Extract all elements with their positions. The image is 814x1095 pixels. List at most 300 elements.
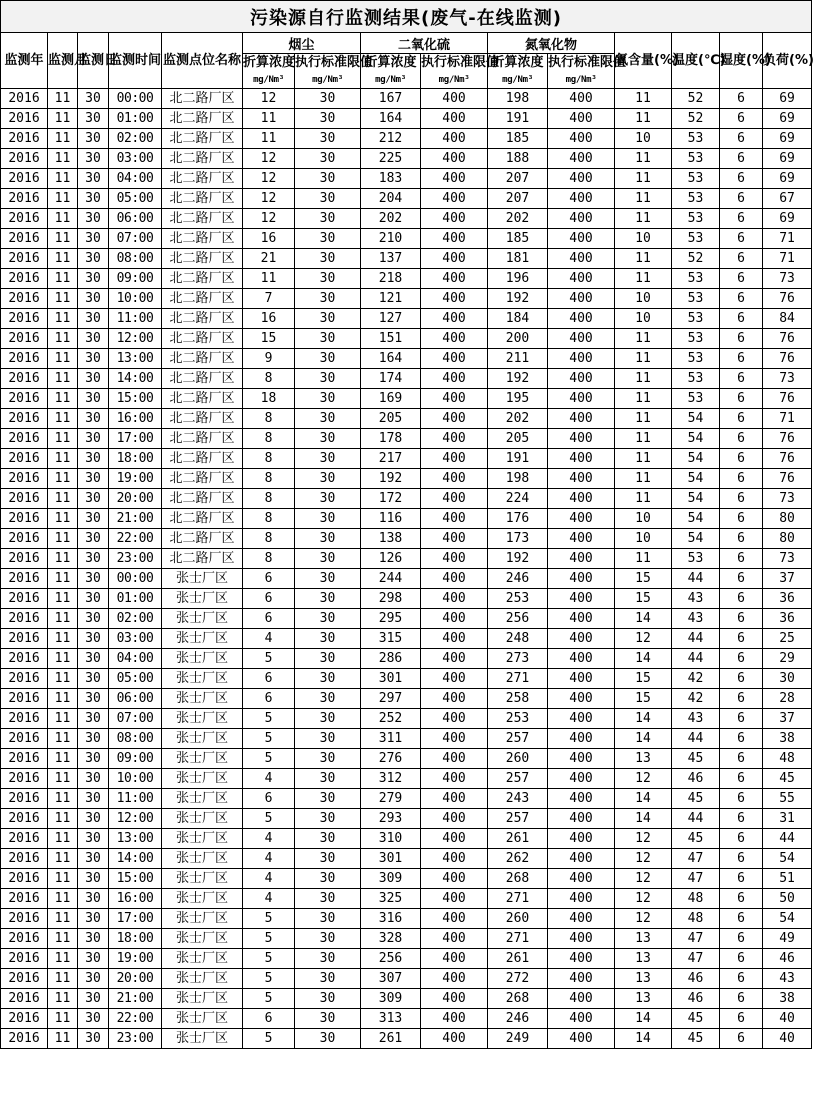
cell-nox-limit: 400: [548, 949, 615, 969]
cell-time: 19:00: [109, 949, 162, 969]
cell-point: 张士厂区: [162, 1009, 243, 1029]
table-body: [1, 89, 812, 1049]
cell-nox-conv: 202: [488, 209, 548, 229]
cell-month: 11: [48, 629, 78, 649]
cell-so2-limit: 400: [421, 269, 488, 289]
cell-smoke-conv: 6: [243, 689, 295, 709]
table-row: [1, 89, 812, 109]
cell-nox-conv: 272: [488, 969, 548, 989]
cell-so2-limit: 400: [421, 409, 488, 429]
cell-month: 11: [48, 869, 78, 889]
cell-day: 30: [78, 189, 109, 209]
cell-nox-limit: 400: [548, 649, 615, 669]
cell-humidity: 6: [720, 429, 763, 449]
cell-day: 30: [78, 949, 109, 969]
cell-load: 46: [763, 949, 812, 969]
cell-smoke-limit: 30: [295, 509, 361, 529]
cell-month: 11: [48, 169, 78, 189]
cell-nox-limit: 400: [548, 589, 615, 609]
cell-temp: 53: [672, 309, 720, 329]
cell-load: 36: [763, 589, 812, 609]
cell-nox-conv: 257: [488, 729, 548, 749]
table-row: [1, 129, 812, 149]
cell-year: 2016: [1, 989, 48, 1009]
cell-point: 张士厂区: [162, 989, 243, 1009]
cell-smoke-conv: 6: [243, 789, 295, 809]
cell-load: 25: [763, 629, 812, 649]
cell-nox-limit: 400: [548, 369, 615, 389]
cell-year: 2016: [1, 509, 48, 529]
cell-so2-conv: 328: [361, 929, 421, 949]
cell-nox-limit: 400: [548, 689, 615, 709]
table-row: [1, 369, 812, 389]
cell-so2-limit: 400: [421, 589, 488, 609]
cell-time: 07:00: [109, 709, 162, 729]
cell-oxygen: 12: [615, 889, 672, 909]
cell-smoke-conv: 11: [243, 269, 295, 289]
cell-temp: 53: [672, 209, 720, 229]
cell-point: 北二路厂区: [162, 489, 243, 509]
cell-nox-conv: 185: [488, 129, 548, 149]
header-nox-limit: [548, 54, 627, 89]
cell-so2-conv: 301: [361, 669, 421, 689]
cell-day: 30: [78, 289, 109, 309]
cell-so2-conv: 202: [361, 209, 421, 229]
cell-nox-conv: 196: [488, 269, 548, 289]
cell-humidity: 6: [720, 669, 763, 689]
cell-smoke-limit: 30: [295, 309, 361, 329]
cell-year: 2016: [1, 489, 48, 509]
cell-humidity: 6: [720, 549, 763, 569]
cell-load: 76: [763, 289, 812, 309]
cell-so2-conv: 116: [361, 509, 421, 529]
cell-so2-limit: 400: [421, 329, 488, 349]
cell-load: 76: [763, 449, 812, 469]
cell-so2-conv: 126: [361, 549, 421, 569]
cell-smoke-limit: 30: [295, 429, 361, 449]
cell-so2-limit: 400: [421, 909, 488, 929]
cell-oxygen: 11: [615, 249, 672, 269]
cell-load: 37: [763, 569, 812, 589]
cell-so2-limit: 400: [421, 149, 488, 169]
cell-nox-limit: 400: [548, 329, 615, 349]
cell-point: 张士厂区: [162, 729, 243, 749]
cell-load: 38: [763, 729, 812, 749]
cell-nox-conv: 192: [488, 289, 548, 309]
cell-day: 30: [78, 549, 109, 569]
cell-day: 30: [78, 1029, 109, 1049]
cell-load: 30: [763, 669, 812, 689]
cell-so2-limit: 400: [421, 829, 488, 849]
cell-nox-conv: 249: [488, 1029, 548, 1049]
header-time: 监测时间: [109, 33, 162, 89]
cell-temp: 53: [672, 389, 720, 409]
cell-nox-conv: 188: [488, 149, 548, 169]
cell-so2-conv: 151: [361, 329, 421, 349]
cell-nox-conv: 261: [488, 949, 548, 969]
cell-humidity: 6: [720, 989, 763, 1009]
cell-smoke-conv: 8: [243, 409, 295, 429]
cell-so2-limit: 400: [421, 1009, 488, 1029]
cell-nox-conv: 207: [488, 169, 548, 189]
cell-temp: 54: [672, 469, 720, 489]
cell-nox-conv: 256: [488, 609, 548, 629]
cell-humidity: 6: [720, 889, 763, 909]
cell-nox-conv: 184: [488, 309, 548, 329]
table-row: [1, 569, 812, 589]
cell-point: 北二路厂区: [162, 269, 243, 289]
cell-time: 05:00: [109, 669, 162, 689]
cell-so2-conv: 298: [361, 589, 421, 609]
cell-humidity: 6: [720, 529, 763, 549]
cell-load: 73: [763, 489, 812, 509]
cell-day: 30: [78, 529, 109, 549]
cell-day: 30: [78, 669, 109, 689]
cell-smoke-limit: 30: [295, 789, 361, 809]
cell-humidity: 6: [720, 469, 763, 489]
cell-time: 18:00: [109, 449, 162, 469]
cell-smoke-conv: 8: [243, 369, 295, 389]
cell-nox-limit: 400: [548, 309, 615, 329]
unit-label: mg/Nm³: [375, 75, 406, 85]
cell-load: 71: [763, 229, 812, 249]
cell-smoke-conv: 5: [243, 729, 295, 749]
cell-time: 02:00: [109, 129, 162, 149]
cell-smoke-limit: 30: [295, 629, 361, 649]
cell-oxygen: 12: [615, 829, 672, 849]
unit-label: mg/Nm³: [502, 75, 533, 85]
cell-month: 11: [48, 209, 78, 229]
cell-nox-limit: 400: [548, 529, 615, 549]
cell-smoke-conv: 4: [243, 629, 295, 649]
cell-day: 30: [78, 629, 109, 649]
cell-nox-limit: 400: [548, 609, 615, 629]
cell-time: 03:00: [109, 629, 162, 649]
cell-point: 北二路厂区: [162, 349, 243, 369]
cell-smoke-limit: 30: [295, 929, 361, 949]
cell-smoke-conv: 5: [243, 929, 295, 949]
cell-nox-limit: 400: [548, 1009, 615, 1029]
cell-load: 76: [763, 349, 812, 369]
cell-humidity: 6: [720, 789, 763, 809]
cell-nox-limit: 400: [548, 249, 615, 269]
cell-smoke-conv: 5: [243, 1029, 295, 1049]
cell-year: 2016: [1, 469, 48, 489]
cell-point: 张士厂区: [162, 929, 243, 949]
cell-nox-limit: 400: [548, 569, 615, 589]
cell-year: 2016: [1, 169, 48, 189]
cell-load: 54: [763, 909, 812, 929]
cell-smoke-conv: 18: [243, 389, 295, 409]
cell-year: 2016: [1, 729, 48, 749]
cell-oxygen: 14: [615, 1029, 672, 1049]
cell-nox-conv: 248: [488, 629, 548, 649]
cell-nox-conv: 191: [488, 109, 548, 129]
cell-smoke-conv: 4: [243, 769, 295, 789]
cell-day: 30: [78, 409, 109, 429]
cell-load: 67: [763, 189, 812, 209]
cell-so2-limit: 400: [421, 929, 488, 949]
cell-so2-conv: 204: [361, 189, 421, 209]
cell-temp: 44: [672, 649, 720, 669]
cell-load: 31: [763, 809, 812, 829]
cell-month: 11: [48, 109, 78, 129]
table-row: [1, 449, 812, 469]
cell-nox-conv: 202: [488, 409, 548, 429]
cell-humidity: 6: [720, 189, 763, 209]
cell-temp: 53: [672, 329, 720, 349]
cell-oxygen: 14: [615, 649, 672, 669]
cell-so2-conv: 138: [361, 529, 421, 549]
cell-oxygen: 11: [615, 549, 672, 569]
cell-humidity: 6: [720, 929, 763, 949]
table-row: [1, 689, 812, 709]
cell-so2-conv: 172: [361, 489, 421, 509]
cell-so2-limit: 400: [421, 769, 488, 789]
table-row: [1, 489, 812, 509]
cell-smoke-conv: 21: [243, 249, 295, 269]
table-row: [1, 589, 812, 609]
cell-point: 北二路厂区: [162, 209, 243, 229]
cell-humidity: 6: [720, 1029, 763, 1049]
cell-point: 张士厂区: [162, 829, 243, 849]
cell-oxygen: 11: [615, 209, 672, 229]
cell-humidity: 6: [720, 909, 763, 929]
cell-humidity: 6: [720, 349, 763, 369]
cell-so2-conv: 301: [361, 849, 421, 869]
table-row: [1, 249, 812, 269]
cell-load: 40: [763, 1009, 812, 1029]
cell-so2-limit: 400: [421, 129, 488, 149]
cell-smoke-conv: 9: [243, 349, 295, 369]
cell-smoke-conv: 4: [243, 889, 295, 909]
cell-nox-conv: 271: [488, 669, 548, 689]
cell-temp: 46: [672, 989, 720, 1009]
cell-humidity: 6: [720, 449, 763, 469]
table-row: [1, 1009, 812, 1029]
cell-so2-conv: 205: [361, 409, 421, 429]
table-row: [1, 669, 812, 689]
cell-smoke-conv: 8: [243, 489, 295, 509]
cell-temp: 53: [672, 169, 720, 189]
cell-temp: 52: [672, 89, 720, 109]
cell-point: 北二路厂区: [162, 409, 243, 429]
cell-oxygen: 12: [615, 769, 672, 789]
cell-load: 49: [763, 929, 812, 949]
cell-so2-conv: 297: [361, 689, 421, 709]
cell-oxygen: 10: [615, 509, 672, 529]
cell-oxygen: 14: [615, 729, 672, 749]
cell-oxygen: 14: [615, 789, 672, 809]
cell-load: 69: [763, 149, 812, 169]
cell-nox-limit: 400: [548, 189, 615, 209]
cell-oxygen: 11: [615, 389, 672, 409]
cell-oxygen: 13: [615, 969, 672, 989]
cell-nox-conv: 181: [488, 249, 548, 269]
cell-nox-conv: 257: [488, 769, 548, 789]
header-month: 监测月: [48, 33, 78, 89]
cell-month: 11: [48, 709, 78, 729]
cell-so2-conv: 225: [361, 149, 421, 169]
cell-day: 30: [78, 649, 109, 669]
cell-point: 张士厂区: [162, 809, 243, 829]
cell-so2-conv: 309: [361, 869, 421, 889]
cell-time: 02:00: [109, 609, 162, 629]
cell-oxygen: 13: [615, 949, 672, 969]
cell-smoke-limit: 30: [295, 229, 361, 249]
cell-year: 2016: [1, 629, 48, 649]
cell-smoke-conv: 6: [243, 1009, 295, 1029]
cell-year: 2016: [1, 1029, 48, 1049]
cell-nox-limit: 400: [548, 349, 615, 369]
cell-humidity: 6: [720, 749, 763, 769]
cell-time: 13:00: [109, 829, 162, 849]
cell-month: 11: [48, 569, 78, 589]
cell-humidity: 6: [720, 629, 763, 649]
cell-smoke-limit: 30: [295, 1009, 361, 1029]
cell-day: 30: [78, 109, 109, 129]
cell-so2-conv: 169: [361, 389, 421, 409]
cell-point: 张士厂区: [162, 909, 243, 929]
cell-so2-conv: 293: [361, 809, 421, 829]
cell-humidity: 6: [720, 729, 763, 749]
cell-so2-limit: 400: [421, 489, 488, 509]
table-row: [1, 809, 812, 829]
cell-day: 30: [78, 89, 109, 109]
cell-load: 71: [763, 409, 812, 429]
cell-load: 48: [763, 749, 812, 769]
table-row: [1, 429, 812, 449]
header-humidity: 湿度(%): [720, 33, 763, 89]
cell-smoke-conv: 5: [243, 969, 295, 989]
cell-time: 18:00: [109, 929, 162, 949]
cell-day: 30: [78, 969, 109, 989]
cell-day: 30: [78, 369, 109, 389]
cell-nox-limit: 400: [548, 229, 615, 249]
cell-so2-limit: 400: [421, 429, 488, 449]
cell-smoke-limit: 30: [295, 289, 361, 309]
cell-so2-conv: 276: [361, 749, 421, 769]
cell-so2-limit: 400: [421, 349, 488, 369]
cell-humidity: 6: [720, 609, 763, 629]
cell-so2-limit: 400: [421, 469, 488, 489]
cell-smoke-limit: 30: [295, 269, 361, 289]
cell-smoke-conv: 12: [243, 169, 295, 189]
cell-smoke-limit: 30: [295, 709, 361, 729]
header-smoke-conv: [243, 54, 295, 89]
cell-day: 30: [78, 849, 109, 869]
cell-so2-conv: 309: [361, 989, 421, 1009]
cell-time: 03:00: [109, 149, 162, 169]
cell-so2-limit: 400: [421, 809, 488, 829]
cell-point: 北二路厂区: [162, 149, 243, 169]
cell-time: 12:00: [109, 329, 162, 349]
cell-nox-limit: 400: [548, 749, 615, 769]
cell-temp: 47: [672, 929, 720, 949]
table-row: [1, 989, 812, 1009]
table-row: [1, 929, 812, 949]
table-row: [1, 849, 812, 869]
unit-label: mg/Nm³: [253, 75, 284, 85]
cell-day: 30: [78, 269, 109, 289]
cell-nox-limit: 400: [548, 669, 615, 689]
cell-nox-conv: 207: [488, 189, 548, 209]
cell-load: 29: [763, 649, 812, 669]
cell-year: 2016: [1, 549, 48, 569]
unit-label: mg/Nm³: [312, 75, 343, 85]
cell-point: 北二路厂区: [162, 429, 243, 449]
cell-month: 11: [48, 909, 78, 929]
cell-day: 30: [78, 989, 109, 1009]
cell-point: 北二路厂区: [162, 509, 243, 529]
cell-year: 2016: [1, 309, 48, 329]
cell-year: 2016: [1, 189, 48, 209]
cell-smoke-conv: 12: [243, 189, 295, 209]
cell-day: 30: [78, 209, 109, 229]
cell-smoke-conv: 16: [243, 229, 295, 249]
cell-day: 30: [78, 909, 109, 929]
title-row: [1, 1, 812, 33]
table-row: [1, 949, 812, 969]
table-row: [1, 829, 812, 849]
cell-month: 11: [48, 409, 78, 429]
cell-load: 38: [763, 989, 812, 1009]
cell-nox-conv: 192: [488, 549, 548, 569]
cell-load: 80: [763, 529, 812, 549]
cell-point: 北二路厂区: [162, 289, 243, 309]
cell-nox-limit: 400: [548, 629, 615, 649]
cell-time: 15:00: [109, 869, 162, 889]
cell-year: 2016: [1, 949, 48, 969]
table-row: [1, 189, 812, 209]
table-row: [1, 529, 812, 549]
cell-time: 23:00: [109, 549, 162, 569]
conv-label: 折算浓度: [364, 55, 417, 70]
cell-month: 11: [48, 489, 78, 509]
cell-month: 11: [48, 289, 78, 309]
cell-month: 11: [48, 649, 78, 669]
cell-day: 30: [78, 609, 109, 629]
cell-day: 30: [78, 229, 109, 249]
cell-day: 30: [78, 749, 109, 769]
table-row: [1, 769, 812, 789]
cell-oxygen: 11: [615, 189, 672, 209]
cell-time: 23:00: [109, 1029, 162, 1049]
cell-so2-conv: 313: [361, 1009, 421, 1029]
cell-month: 11: [48, 429, 78, 449]
cell-smoke-conv: 8: [243, 469, 295, 489]
cell-time: 16:00: [109, 889, 162, 909]
cell-humidity: 6: [720, 489, 763, 509]
limit-label: 执行标准限值: [548, 55, 627, 70]
cell-so2-conv: 167: [361, 89, 421, 109]
cell-nox-limit: 400: [548, 709, 615, 729]
cell-day: 30: [78, 309, 109, 329]
cell-smoke-conv: 8: [243, 429, 295, 449]
cell-humidity: 6: [720, 309, 763, 329]
table-row: [1, 749, 812, 769]
cell-year: 2016: [1, 709, 48, 729]
cell-smoke-limit: 30: [295, 209, 361, 229]
cell-year: 2016: [1, 129, 48, 149]
cell-day: 30: [78, 709, 109, 729]
cell-oxygen: 11: [615, 329, 672, 349]
cell-nox-conv: 258: [488, 689, 548, 709]
cell-day: 30: [78, 569, 109, 589]
cell-nox-conv: 268: [488, 869, 548, 889]
cell-load: 69: [763, 209, 812, 229]
cell-temp: 44: [672, 569, 720, 589]
